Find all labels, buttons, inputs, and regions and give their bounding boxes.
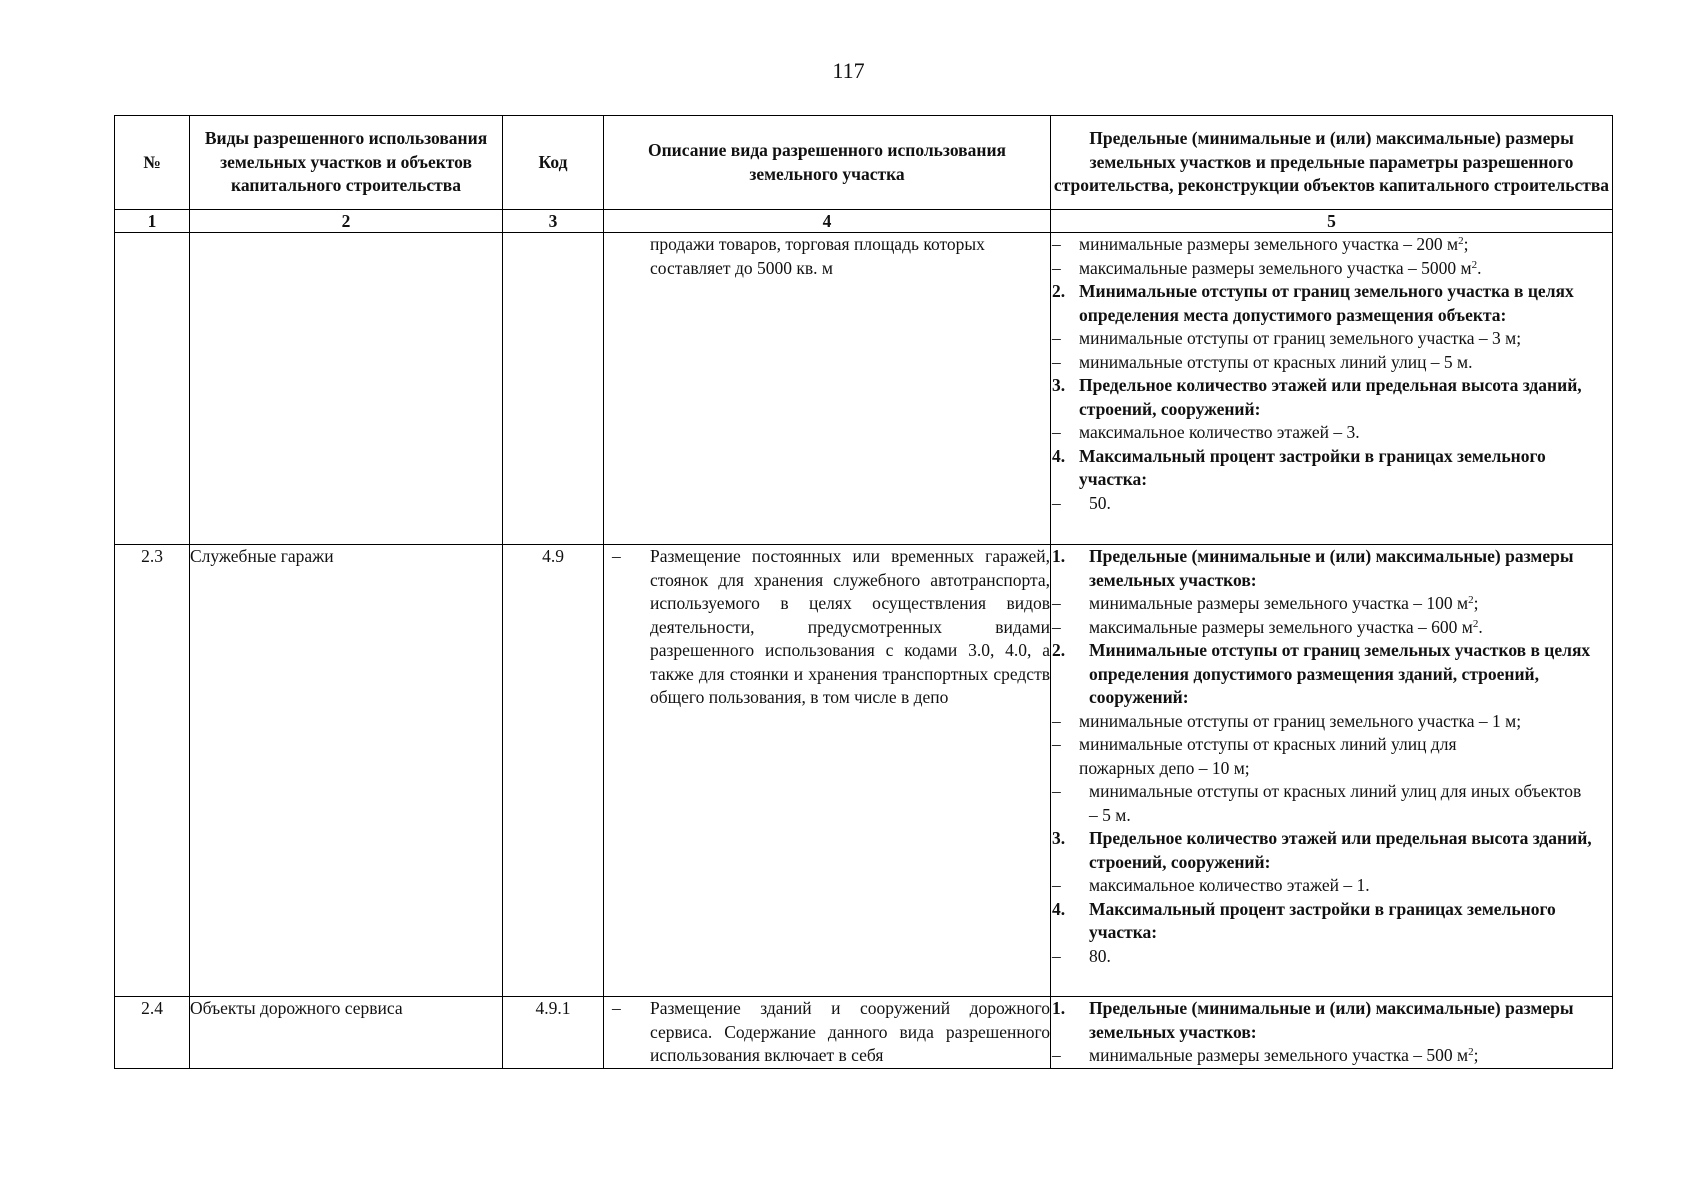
row-number	[115, 233, 190, 545]
limit-item	[1051, 780, 1612, 827]
description-text: Размещение постоянных или временных гаражей, стоянок для хранения служебного автотранспорта, используемого в целях осуществления видов деятельности, предусмотренных видами разрешенного использования с кодами 3.0, 4.0, а также для стоянки и хранения транспортных средств общего пользования, в том числе в депо	[650, 546, 1050, 707]
column-number: 4	[604, 210, 1051, 233]
limit-text: минимальные отступы от красных линий улиц – 5 м.	[1079, 351, 1473, 372]
header-code: Код	[503, 116, 604, 210]
limit-item	[1051, 733, 1612, 780]
limit-heading-text: Максимальный процент застройки в границах земельного участка:	[1079, 445, 1546, 489]
limits-cell	[1051, 997, 1613, 1069]
limit-item	[1051, 327, 1612, 351]
limit-text: минимальные размеры земельного участка – 200 $м^2$;	[1079, 234, 1469, 254]
list-marker: 1.	[1052, 546, 1066, 566]
limit-item	[1051, 257, 1612, 281]
limit-text: минимальные отступы от красных линий улиц для пожарных депо – 10 м;	[1079, 734, 1457, 778]
list-marker: –	[1052, 734, 1061, 754]
list-marker: 4.	[1052, 898, 1066, 919]
table-row	[115, 233, 1613, 545]
list-marker: –	[1052, 257, 1061, 278]
list-marker: –	[1052, 1045, 1061, 1065]
limits-cell	[1051, 545, 1613, 997]
limit-heading	[1051, 827, 1612, 874]
limit-heading	[1051, 545, 1612, 592]
use-type-name: Объекты дорожного сервиса	[190, 997, 503, 1069]
limit-text: минимальные размеры земельного участка – 100 $м^2$;	[1089, 593, 1479, 613]
list-marker: 1.	[1052, 998, 1066, 1018]
list-marker: –	[1052, 492, 1061, 513]
use-description	[604, 233, 1051, 545]
limit-text: 50.	[1089, 492, 1111, 513]
limit-item	[1051, 945, 1612, 969]
limit-text: максимальное количество этажей – 3.	[1079, 422, 1360, 442]
table-row	[115, 545, 1613, 997]
column-number: 1	[115, 210, 190, 233]
limit-text: 80.	[1089, 945, 1111, 966]
limit-item	[1051, 616, 1612, 640]
limit-heading-text: Минимальные отступы от границ земельного участка в целях определения места допустимого размещения объекта:	[1079, 281, 1574, 325]
column-number: 3	[503, 210, 604, 233]
header-limits: Предельные (минимальные и (или) максимальные) размеры земельных участков и предельные параметры разрешенного строительства, реконструкции объектов капитального строительства	[1051, 116, 1613, 210]
limit-heading-text: Предельное количество этажей или предельная высота зданий, строений, сооружений:	[1089, 828, 1592, 872]
limit-item	[1051, 874, 1612, 898]
header-description: Описание вида разрешенного использования земельного участка	[604, 116, 1051, 210]
use-type-name: Служебные гаражи	[190, 545, 503, 997]
description-text: Размещение зданий и сооружений дорожного сервиса. Содержание данного вида разрешенного использования включает в себя	[650, 998, 1050, 1065]
land-use-table	[114, 115, 1613, 1069]
list-marker: –	[612, 998, 621, 1018]
limit-item	[1051, 1044, 1612, 1068]
limit-heading	[1051, 280, 1612, 327]
column-number: 5	[1051, 210, 1613, 233]
use-code	[503, 233, 604, 545]
header-row	[115, 116, 1613, 210]
page-number: 117	[832, 58, 865, 83]
use-description	[604, 997, 1051, 1069]
list-marker: –	[1052, 422, 1061, 442]
row-number: 2.4	[115, 997, 190, 1069]
limit-heading-text: Предельное количество этажей или предельная высота зданий, строений, сооружений:	[1079, 375, 1582, 419]
limit-heading	[1051, 639, 1612, 710]
limit-heading	[1051, 445, 1612, 492]
limit-heading-text: Предельные (минимальные и (или) максимальные) размеры земельных участков:	[1089, 546, 1574, 590]
limit-item	[1051, 233, 1612, 257]
use-code: 4.9.1	[503, 997, 604, 1069]
use-description	[604, 545, 1051, 997]
list-marker: –	[1052, 328, 1061, 348]
limit-text: минимальные отступы от границ земельного участка – 1 м;	[1079, 710, 1522, 731]
limit-heading-text: Минимальные отступы от границ земельных участков в целях определения допустимого размещения зданий, строений, сооружений:	[1089, 640, 1591, 707]
list-marker: 4.	[1052, 445, 1066, 466]
description-text: продажи товаров, торговая площадь которых составляет до 5000 кв. м	[650, 234, 985, 278]
use-code: 4.9	[503, 545, 604, 997]
list-marker: –	[1052, 234, 1061, 254]
limits-cell	[1051, 233, 1613, 545]
limit-item	[1051, 592, 1612, 616]
limit-text: минимальные отступы от границ земельного участка – 3 м;	[1079, 328, 1522, 348]
limit-item	[1051, 421, 1612, 445]
row-number: 2.3	[115, 545, 190, 997]
list-marker: –	[612, 546, 621, 566]
limit-item	[1051, 351, 1612, 375]
list-marker: 2.	[1052, 640, 1066, 660]
column-number-row	[115, 210, 1613, 233]
use-type-name	[190, 233, 503, 545]
limit-text: минимальные размеры земельного участка – 500 $м^2$;	[1089, 1045, 1479, 1065]
list-marker: –	[1052, 875, 1061, 895]
list-marker: –	[1052, 945, 1061, 966]
list-marker: 2.	[1052, 281, 1066, 301]
limit-text: максимальные размеры земельного участка – 600 $м^2$.	[1089, 616, 1483, 637]
list-marker: 3.	[1052, 375, 1066, 395]
limit-heading-text: Предельные (минимальные и (или) максимальные) размеры земельных участков:	[1089, 998, 1574, 1042]
limit-text: минимальные отступы от красных линий улиц для иных объектов – 5 м.	[1089, 781, 1582, 825]
header-number: №	[115, 116, 190, 210]
limit-text: максимальное количество этажей – 1.	[1089, 875, 1370, 895]
list-marker: –	[1052, 593, 1061, 613]
list-marker: –	[1052, 351, 1061, 372]
limit-item	[1051, 492, 1612, 516]
header-use-types: Виды разрешенного использования земельных участков и объектов капитального строительства	[190, 116, 503, 210]
limit-text: максимальные размеры земельного участка – 5000 $м^2$.	[1079, 257, 1482, 278]
limit-heading	[1051, 997, 1612, 1044]
list-marker: –	[1052, 616, 1061, 637]
list-marker: –	[1052, 710, 1061, 731]
table-row	[115, 997, 1613, 1069]
limit-heading	[1051, 898, 1612, 945]
list-marker: 3.	[1052, 828, 1066, 848]
list-marker: –	[1052, 781, 1061, 801]
limit-heading	[1051, 374, 1612, 421]
column-number: 2	[190, 210, 503, 233]
limit-item	[1051, 710, 1612, 734]
limit-heading-text: Максимальный процент застройки в границах земельного участка:	[1089, 898, 1556, 942]
